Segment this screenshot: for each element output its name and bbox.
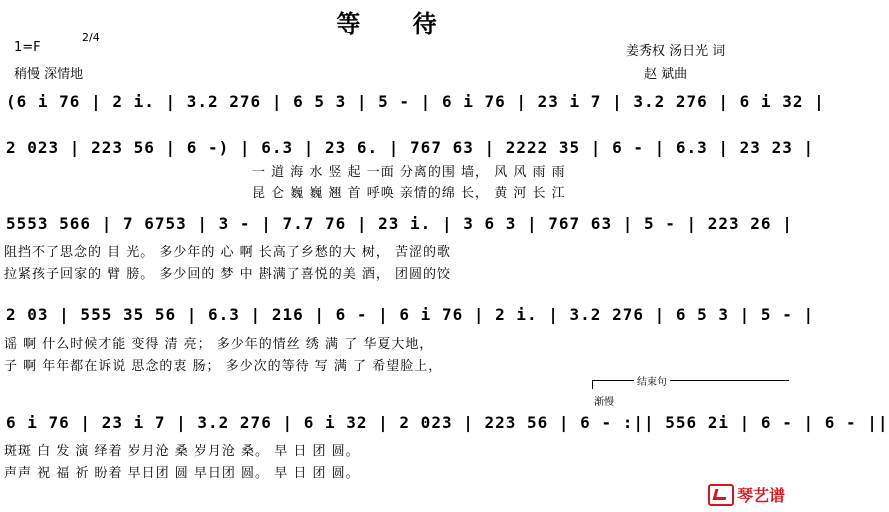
melody-line-5: 6 i 76 | 23 i 7 | 3.2 276 | 6 i 32 | 2 023 | 223 56 | 6 - :|| 556 2i | 6 - | 6 - || xyxy=(6,413,889,432)
ending-label: 结束句 xyxy=(634,373,670,388)
key-signature: 1=F xyxy=(14,40,41,55)
lyric-line-3b: 拉紧孩子回家的 臂 膀。 多少回的 梦 中 斟满了喜悦的美 酒， 团圆的饺 xyxy=(4,267,452,282)
melody-line-4: 2 03 | 555 35 56 | 6.3 | 216 | 6 - | 6 i 76 | 2 i. | 3.2 276 | 6 5 3 | 5 - | xyxy=(6,305,815,324)
slow-marking: 渐慢 xyxy=(594,397,614,408)
lyric-line-2b: 昆 仑 巍 巍 翘 首 呼唤 亲情的绵 长， 黄 河 长 江 xyxy=(252,186,566,201)
lyric-line-3a: 阻挡不了思念的 目 光。 多少年的 心 啊 长高了乡愁的大 树， 苦涩的歌 xyxy=(4,245,452,260)
lyric-line-4b: 子 啊 年年都在诉说 思念的衷 肠； 多少次的等待 写 满 了 希望脸上， xyxy=(4,359,443,374)
ending-bracket xyxy=(592,380,789,389)
logo-text: 琴艺谱 xyxy=(736,486,785,505)
logo-mark-icon xyxy=(708,484,734,506)
lyricist-credit: 姜秀权 汤日光 词 xyxy=(626,44,726,59)
melody-line-3: 5553 566 | 7 6753 | 3 - | 7.7 76 | 23 i. | 3 6 3 | 767 63 | 5 - | 223 26 | xyxy=(6,214,793,233)
tempo-marking: 稍慢 深情地 xyxy=(14,67,84,82)
lyric-line-5a: 斑斑 白 发 演 绎着 岁月沧 桑 岁月沧 桑。 早 日 团 圆。 xyxy=(4,444,360,459)
time-signature: 2/4 xyxy=(82,31,100,44)
site-logo[interactable] xyxy=(708,483,785,506)
lyric-line-4a: 谣 啊 什么时候才能 变得 清 亮； 多少年的情丝 绣 满 了 华夏大地， xyxy=(4,337,434,352)
page-title: 等 待 xyxy=(336,10,459,38)
lyric-line-5b: 声声 祝 福 祈 盼着 早日团 圆 早日团 圆。 早 日 团 圆。 xyxy=(4,466,360,481)
melody-line-2: 2 023 | 223 56 | 6 -) | 6.3 | 23 6. | 767 63 | 2222 35 | 6 - | 6.3 | 23 23 | xyxy=(6,138,815,157)
lyric-line-2a: 一 道 海 水 竖 起 一面 分离的围 墙， 风 风 雨 雨 xyxy=(252,165,566,180)
composer-credit: 赵 斌曲 xyxy=(644,67,688,82)
melody-line-1: (6 i 76 | 2 i. | 3.2 276 | 6 5 3 | 5 - | 6 i 76 | 23 i 7 | 3.2 276 | 6 i 32 | xyxy=(6,92,825,111)
